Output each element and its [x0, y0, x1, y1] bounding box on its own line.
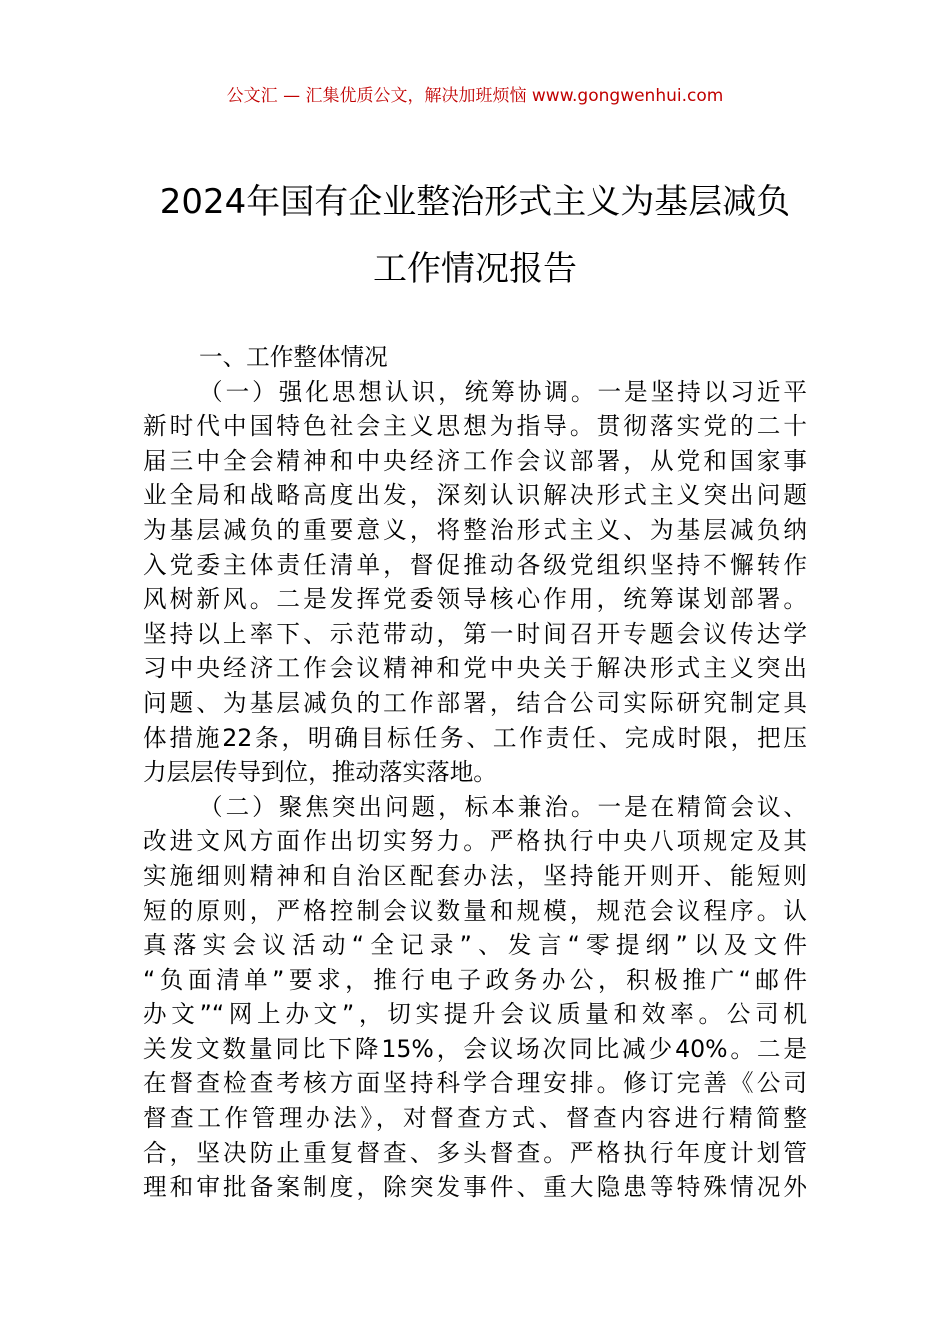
paragraph-line: 为基层减负的重要意义，将整治形式主义、为基层减负纳	[143, 515, 807, 544]
paragraph-line: 真落实会议活动“全记录”、发言“零提纲”以及文件	[143, 931, 807, 960]
paragraph-line: 改进文风方面作出切实努力。严格执行中央八项规定及其	[143, 827, 807, 856]
document-body	[143, 340, 807, 1205]
paragraph-line: 短的原则，严格控制会议数量和规模，规范会议程序。认	[143, 896, 807, 925]
document-title-line-1: 2024年国有企业整治形式主义为基层减负	[159, 182, 791, 222]
paragraph-line: 坚持以上率下、示范带动，第一时间召开专题会议传达学	[143, 619, 807, 648]
paragraph-line: 合，坚决防止重复督查、多头督查。严格执行年度计划管	[143, 1138, 807, 1167]
paragraph-line: 问题、为基层减负的工作部署，结合公司实际研究制定具	[143, 688, 807, 717]
paragraph-line: 理和审批备案制度，除突发事件、重大隐患等特殊情况外	[143, 1173, 807, 1202]
paragraph-line: 体措施22条，明确目标任务、工作责任、完成时限，把压	[143, 723, 807, 752]
document-title-line-2: 工作情况报告	[373, 249, 577, 289]
paragraph-line: 届三中全会精神和中央经济工作会议部署，从党和国家事	[143, 446, 807, 475]
section-heading: 一、工作整体情况	[199, 343, 388, 371]
paragraph-line: 实施细则精神和自治区配套办法，坚持能开则开、能短则	[143, 861, 807, 890]
paragraph-line: 新时代中国特色社会主义思想为指导。贯彻落实党的二十	[143, 412, 807, 441]
paragraph-line: 风树新风。二是发挥党委领导核心作用，统筹谋划部署。	[143, 585, 807, 614]
paragraph-line: 习中央经济工作会议精神和党中央关于解决形式主义突出	[143, 654, 807, 683]
paragraph-line: （一）强化思想认识，统筹协调。一是坚持以习近平	[199, 377, 807, 406]
paragraph-line: 在督查检查考核方面坚持科学合理安排。修订完善《公司	[143, 1069, 807, 1098]
paragraph-line: 力层层传导到位，推动落实落地。	[143, 758, 497, 787]
paragraph-line: （二）聚焦突出问题，标本兼治。一是在精简会议、	[199, 792, 807, 821]
paragraph-line: 关发文数量同比下降15%，会议场次同比减少40%。二是	[143, 1034, 807, 1063]
header-banner[interactable]: 公文汇 — 汇集优质公文，解决加班烦恼 www.gongwenhui.com	[226, 86, 724, 106]
paragraph-line: 督查工作管理办法》，对督查方式、督查内容进行精简整	[143, 1104, 807, 1133]
paragraph-line: 办文”“网上办文”，切实提升会议质量和效率。公司机	[143, 1000, 807, 1029]
paragraph-line: 入党委主体责任清单，督促推动各级党组织坚持不懈转作	[143, 550, 807, 579]
paragraph-line: “负面清单”要求，推行电子政务办公，积极推广“邮件	[143, 965, 807, 994]
paragraph-line: 业全局和战略高度出发，深刻认识解决形式主义突出问题	[143, 481, 807, 510]
